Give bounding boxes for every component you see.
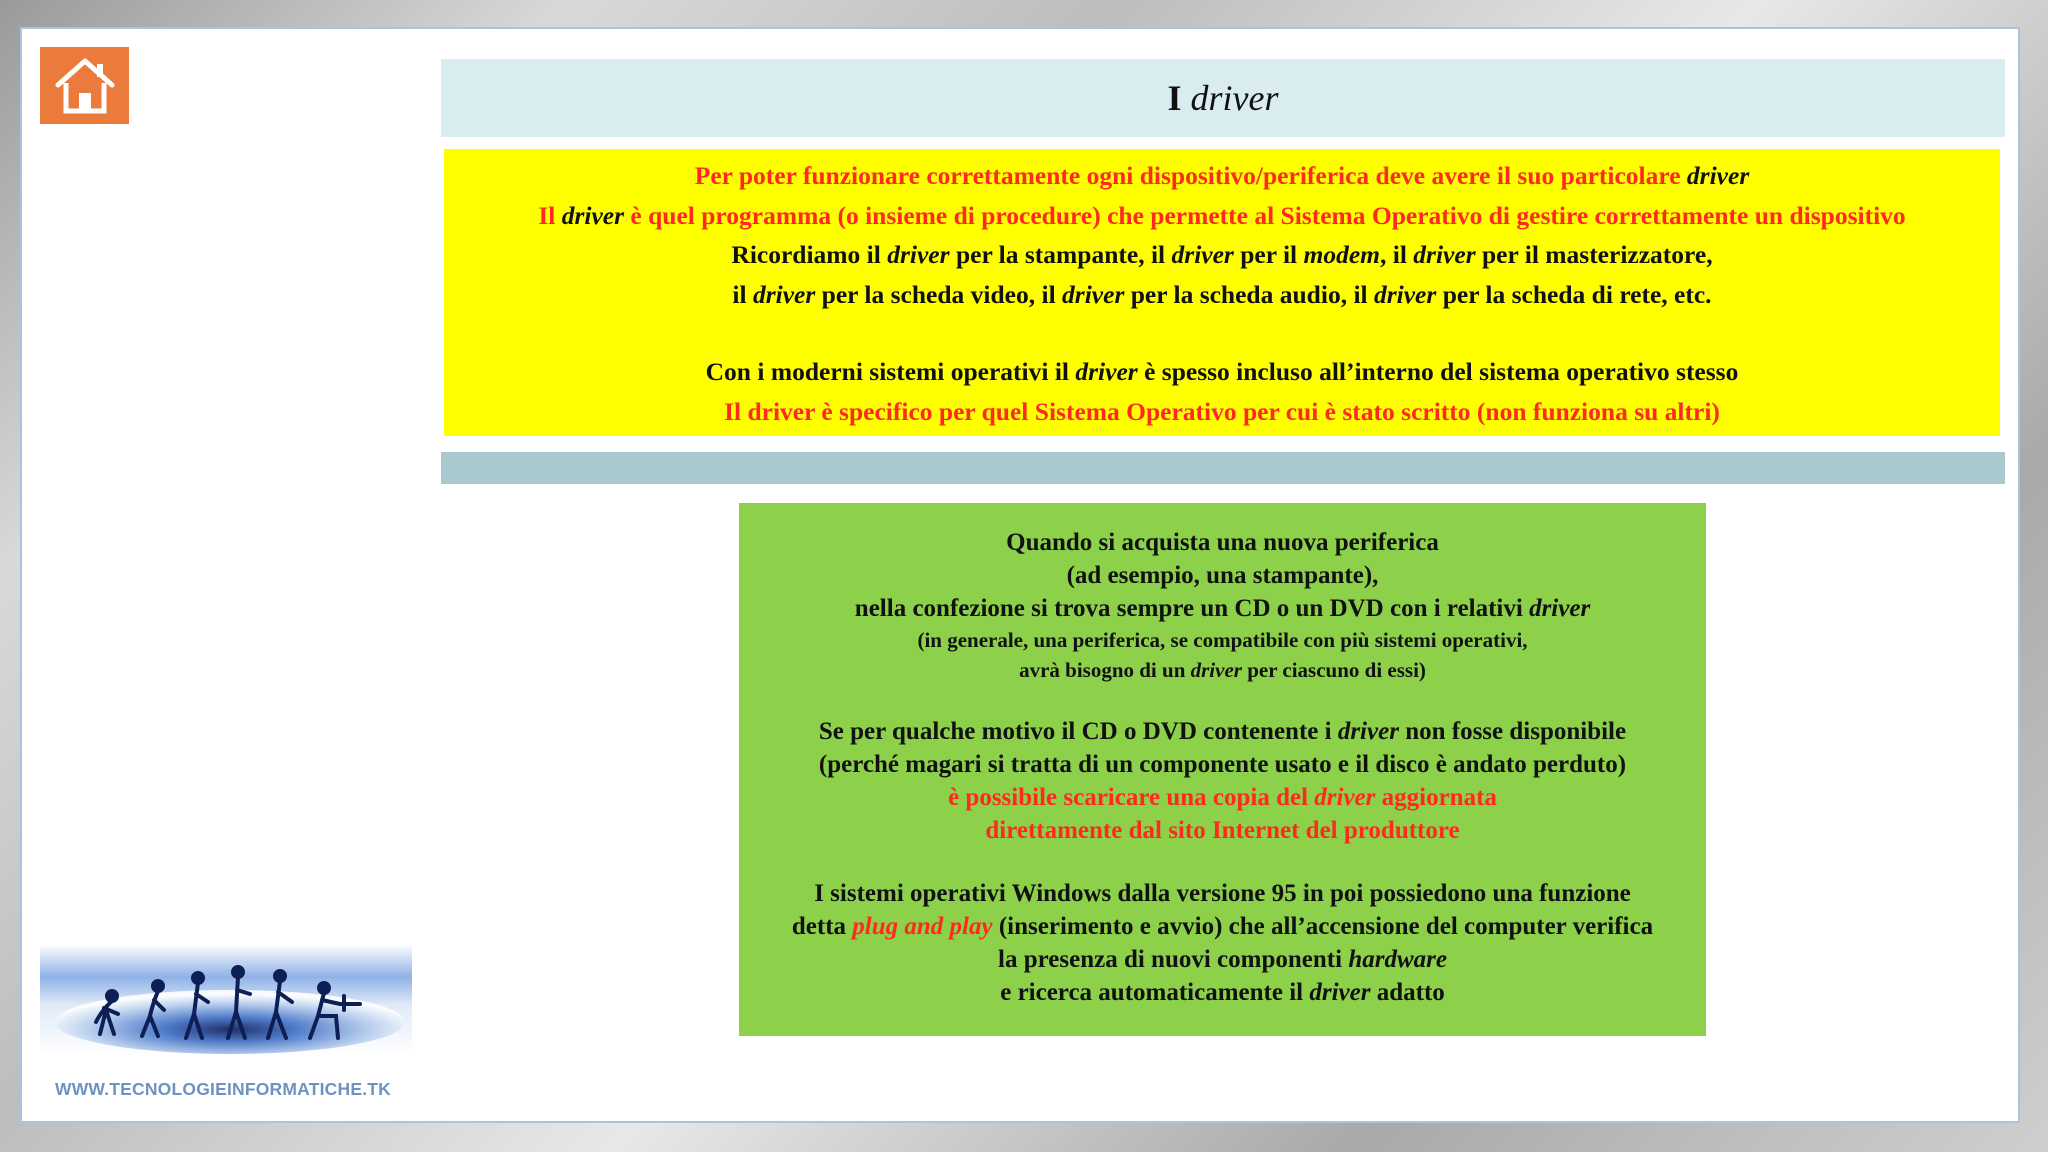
details-line: avrà bisogno di un driver per ciascuno di essi) (1019, 658, 1426, 682)
details-line: e ricerca automaticamente il driver adatto (1000, 979, 1445, 1006)
intro-line: Ricordiamo il driver per la stampante, il driver per il modem, il driver per il masterizzatore, (731, 240, 1713, 269)
details-line: detta plug and play (inserimento e avvio) che all’accensione del computer verifica (791, 913, 1654, 940)
details-line: Quando si acquista una nuova periferica (1006, 529, 1439, 556)
intro-line: Per poter funzionare correttamente ogni dispositivo/periferica deve avere il suo particolare driver (694, 161, 1750, 190)
slide-title: I driver (1167, 78, 1279, 118)
intro-line: Il driver è specifico per quel Sistema Operativo per cui è stato scritto (non funziona su altri) (724, 396, 1720, 426)
details-line: direttamente dal sito Internet del produttore (985, 817, 1460, 844)
home-button[interactable] (40, 47, 129, 124)
intro-line: il driver per la scheda video, il driver per la scheda audio, il driver per la scheda di rete, etc. (732, 279, 1712, 309)
intro-line: Il driver è quel programma (o insieme di procedure) che permette al Sistema Operativo di gestire correttamente un dispositivo (538, 200, 1906, 230)
details-line: è possibile scaricare una copia del driver aggiornata (948, 784, 1497, 811)
details-line: la presenza di nuovi componenti hardware (998, 946, 1447, 973)
separator-bar (441, 452, 2005, 484)
title-band (441, 59, 2005, 137)
details-line: Se per qualche motivo il CD o DVD contenente i driver non fosse disponibile (818, 718, 1627, 745)
intro-line: Con i moderni sistemi operativi il driver è spesso incluso all’interno del sistema operativo stesso (705, 357, 1739, 386)
slide (20, 27, 2020, 1123)
details-line: (perché magari si tratta di un componente usato e il disco è andato perduto) (818, 751, 1627, 778)
details-line: (ad esempio, una stampante), (1066, 562, 1379, 589)
details-box (739, 503, 1706, 1036)
details-line: (in generale, una periferica, se compatibile con più sistemi operativi, (917, 628, 1528, 652)
details-line: I sistemi operativi Windows dalla versione 95 in poi possiedono una funzione (814, 880, 1631, 907)
evolution-logo (40, 944, 412, 1054)
details-line: nella confezione si trova sempre un CD o un DVD con i relativi driver (854, 595, 1591, 622)
intro-box (444, 149, 2000, 436)
website-link[interactable]: WWW.TECNOLOGIEINFORMATICHE.TK (55, 1079, 391, 1099)
home-icon (52, 55, 118, 117)
